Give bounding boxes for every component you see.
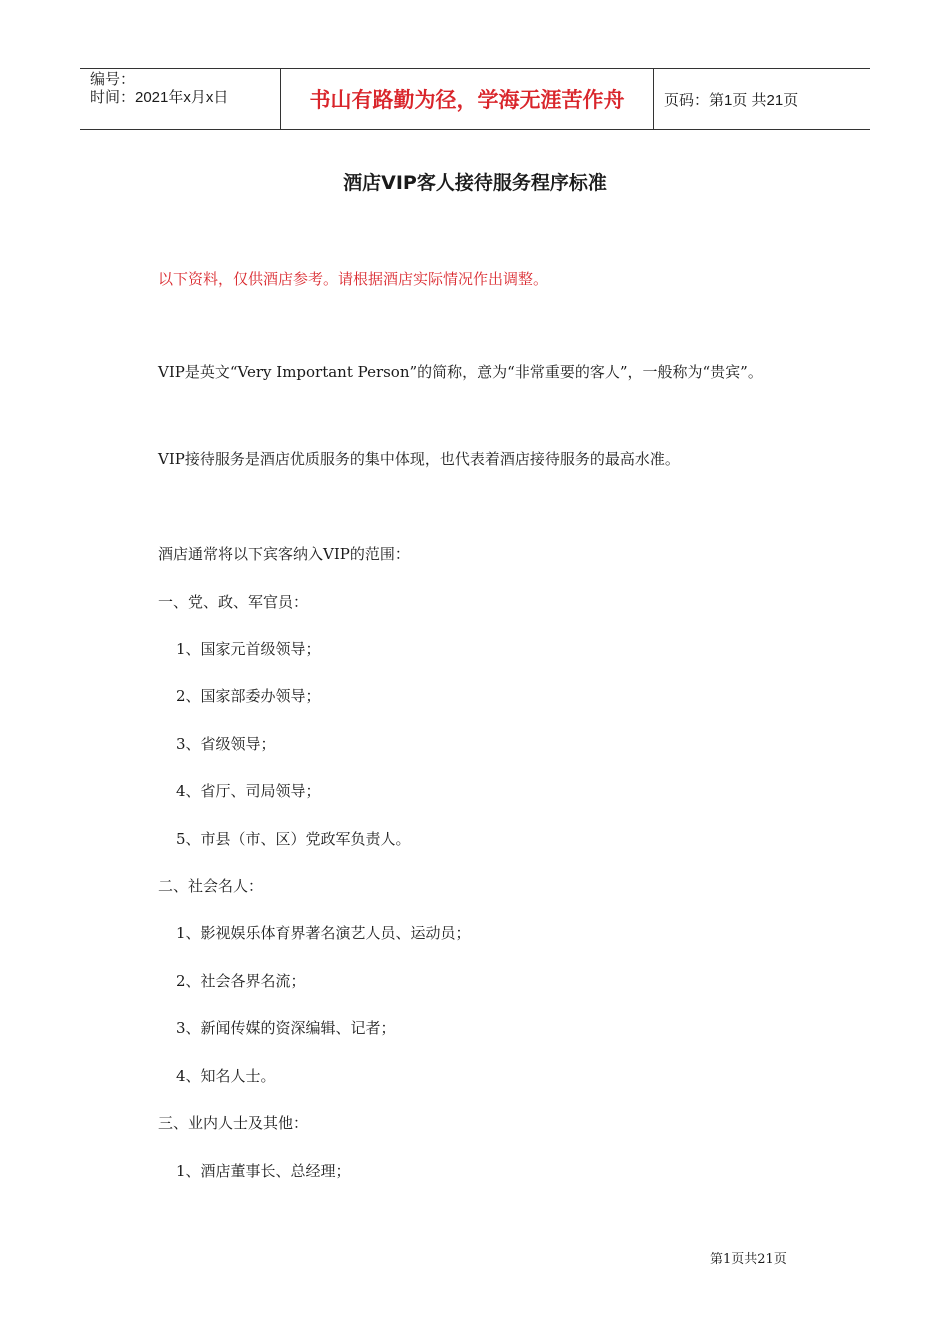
list-item: 2、社会各界名流； — [176, 972, 306, 990]
list-item: 4、知名人士。 — [176, 1067, 276, 1085]
section-heading: 一、党、政、军官员： — [158, 593, 309, 611]
list-item: 3、省级领导； — [176, 735, 276, 753]
document-title: 酒店VIP客人接待服务程序标准 — [343, 172, 607, 194]
list-item: 5、市县（市、区）党政军负责人。 — [176, 830, 411, 848]
list-item: 1、影视娱乐体育界著名演艺人员、运动员； — [176, 924, 471, 942]
list-item: 2、国家部委办领导； — [176, 687, 321, 705]
number-label: 编号： — [90, 71, 136, 88]
page-label: 页码：第1页 共21页 — [664, 91, 799, 109]
notice-text: 以下资料，仅供酒店参考。请根据酒店实际情况作出调整。 — [158, 270, 549, 288]
header-table — [80, 68, 870, 130]
list-item: 1、酒店董事长、总经理； — [176, 1162, 351, 1180]
list-item: 1、国家元首级领导； — [176, 640, 321, 658]
scope-heading: 酒店通常将以下宾客纳入VIP的范围： — [158, 545, 410, 563]
section-heading: 三、业内人士及其他： — [158, 1114, 309, 1132]
motto: 书山有路勤为径，学海无涯苦作舟 — [309, 88, 625, 112]
list-item: 4、省厅、司局领导； — [176, 782, 321, 800]
header-meta-cell — [80, 69, 281, 129]
list-item: 3、新闻传媒的资深编辑、记者； — [176, 1019, 396, 1037]
header-motto-cell — [281, 69, 654, 129]
header-page-cell — [654, 69, 870, 129]
footer-page-info: 第1页共21页 — [710, 1252, 787, 1267]
intro-paragraph-2: VIP接待服务是酒店优质服务的集中体现，也代表着酒店接待服务的最高水准。 — [158, 450, 680, 468]
time-label: 时间：2021年x月x日 — [90, 89, 229, 106]
section-heading: 二、社会名人： — [158, 877, 264, 895]
intro-paragraph-1: VIP是英文“Very Important Person”的简称，意为“非常重要的客人”，一般称为“贵宾”。 — [158, 363, 763, 381]
